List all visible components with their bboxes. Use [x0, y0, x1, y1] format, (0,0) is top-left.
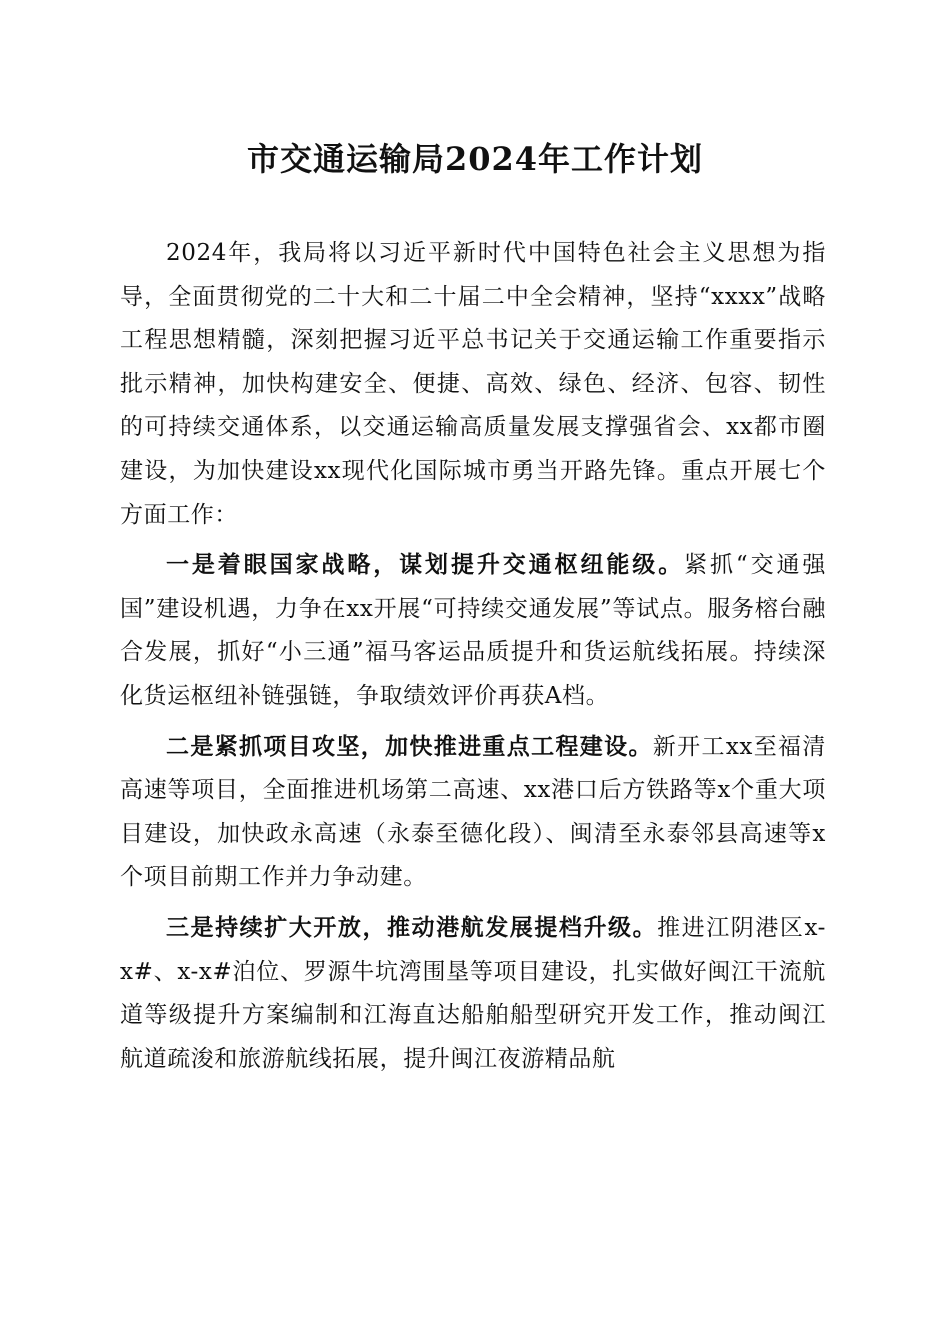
paragraph-lead: 一是着眼国家战略，谋划提升交通枢纽能级。: [166, 551, 685, 579]
page-title: 市交通运输局2024年工作计划: [246, 140, 704, 178]
paragraph-text: 新开工xx至福清高速等项目，全面推进机场第二高速、xx港口后方铁路等x个重大项目建设，加快政永高速（永泰至德化段）、闽清至永泰邻县高速等x个项目前期工作并力争动建。: [120, 733, 826, 891]
paragraph-text: 推进江阴港区x-x#、x-x#泊位、罗源牛坑湾围垦等项目建设，扎实做好闽江干流航道等级提升方案编制和江海直达船舶船型研究开发工作，推动闽江航道疏浚和旅游航线拓展，提升闽江夜游精品航: [120, 914, 827, 1072]
document-body: [120, 232, 826, 1087]
paragraph-text: 2024年，我局将以习近平新时代中国特色社会主义思想为指导，全面贯彻党的二十大和二十届二中全会精神，坚持“xxxx”战略工程思想精髓，深刻把握习近平总书记关于交通运输工作重要指示批示精神，加快构建安全、便捷、高效、绿色、经济、包容、韧性的可持续交通体系，以交通运输高质量发展支撑强省会、xx都市圈建设，为加快建设xx现代化国际城市勇当开路先锋。重点开展七个方面工作：: [120, 240, 826, 528]
paragraph-lead: 三是持续扩大开放，推动港航发展提档升级。: [166, 913, 658, 941]
paragraph-intro: [120, 232, 826, 537]
paragraph-item-2: [120, 725, 826, 900]
paragraph-item-3: [120, 906, 826, 1081]
paragraph-item-1: [120, 543, 826, 718]
paragraph-lead: 二是紧抓项目攻坚，加快推进重点工程建设。: [166, 732, 653, 760]
paragraph-text: 紧抓“交通强国”建设机遇，力争在xx开展“可持续交通发展”等试点。服务榕台融合发展，抓好“小三通”福马客运品质提升和货运航线拓展。持续深化货运枢纽补链强链，争取绩效评价再获A档。: [120, 552, 827, 709]
